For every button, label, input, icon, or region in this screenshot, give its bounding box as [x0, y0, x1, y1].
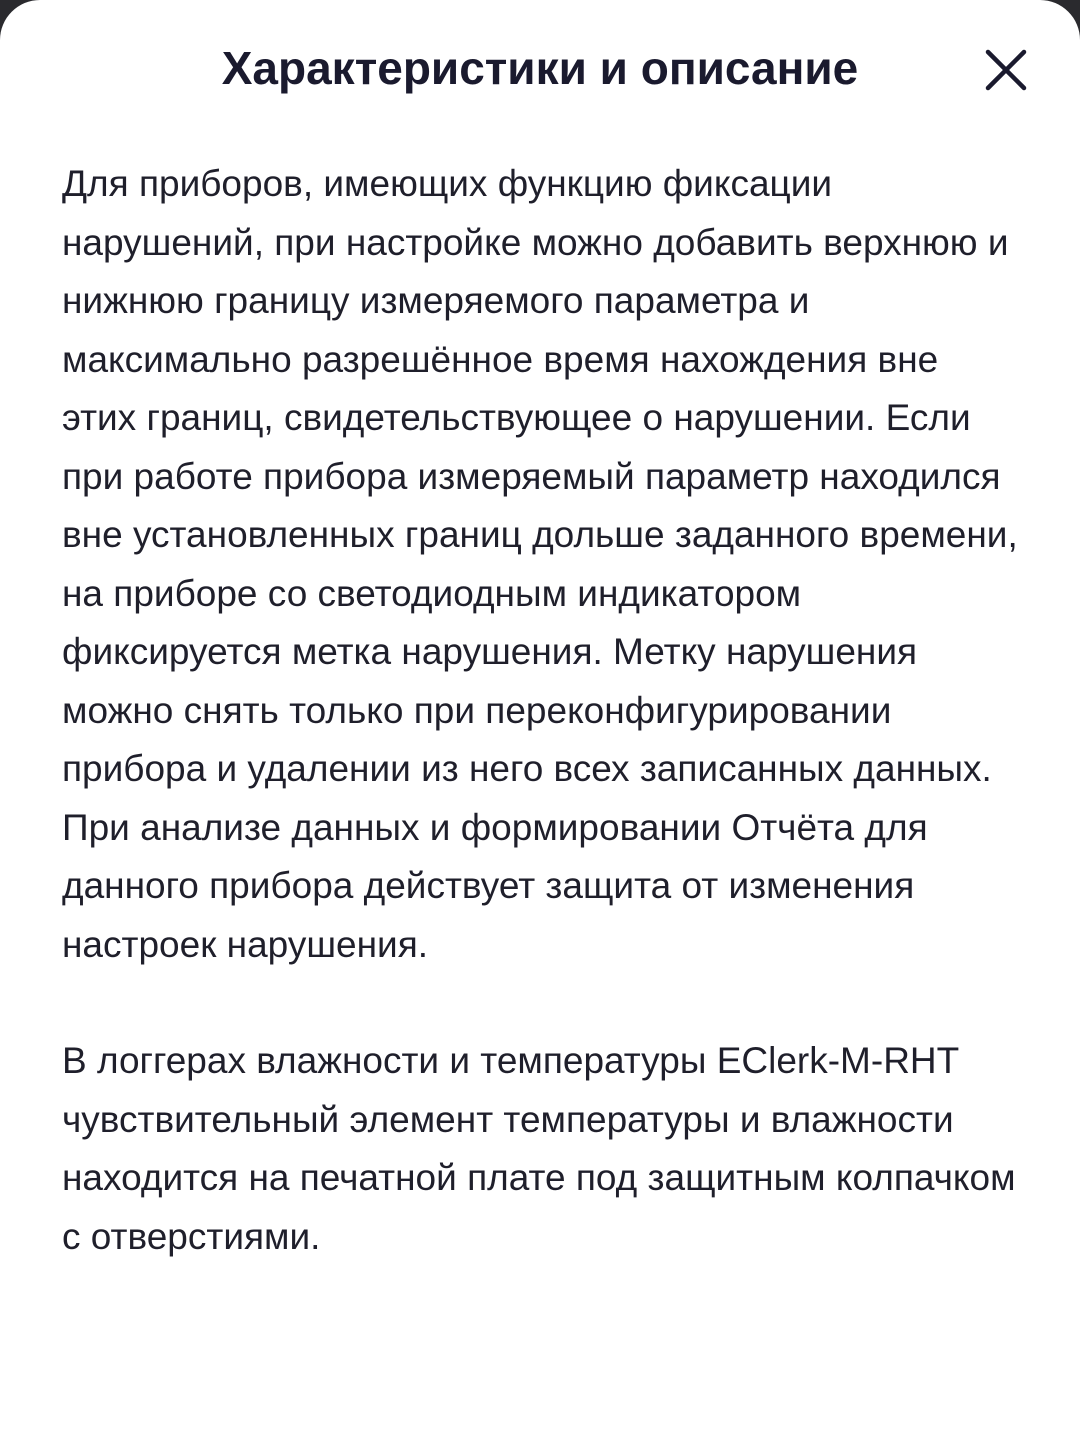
close-icon — [976, 40, 1036, 100]
description-paragraph: В логгерах влажности и температуры EClerk-M-RHT чувствительный элемент температуры и влажности находится на печатной плате под защитным колпачком с отверстиями. — [62, 1040, 1016, 1257]
close-button[interactable] — [976, 40, 1036, 100]
description-paragraph: Для приборов, имеющих функцию фиксации нарушений, при настройке можно добавить верхнюю и нижнюю границу измеряемого параметра и максимально разрешённое время нахождения вне этих границ, свидетельствующее о нарушении. Если при работе прибора измеряемый параметр находился вне установленных границ дольше заданного времени, на приборе со светодиодным индикатором фиксируется метка нарушения. Метку нарушения можно снять только при переконфигурировании прибора и удалении из него всех записанных данных. При анализе данных и формировании Отчёта для данного прибора действует защита от изменения настроек нарушения. — [62, 163, 1018, 965]
sheet-title: Характеристики и описание — [221, 42, 859, 94]
description-body — [62, 155, 1022, 1266]
sheet-header — [0, 0, 1080, 140]
